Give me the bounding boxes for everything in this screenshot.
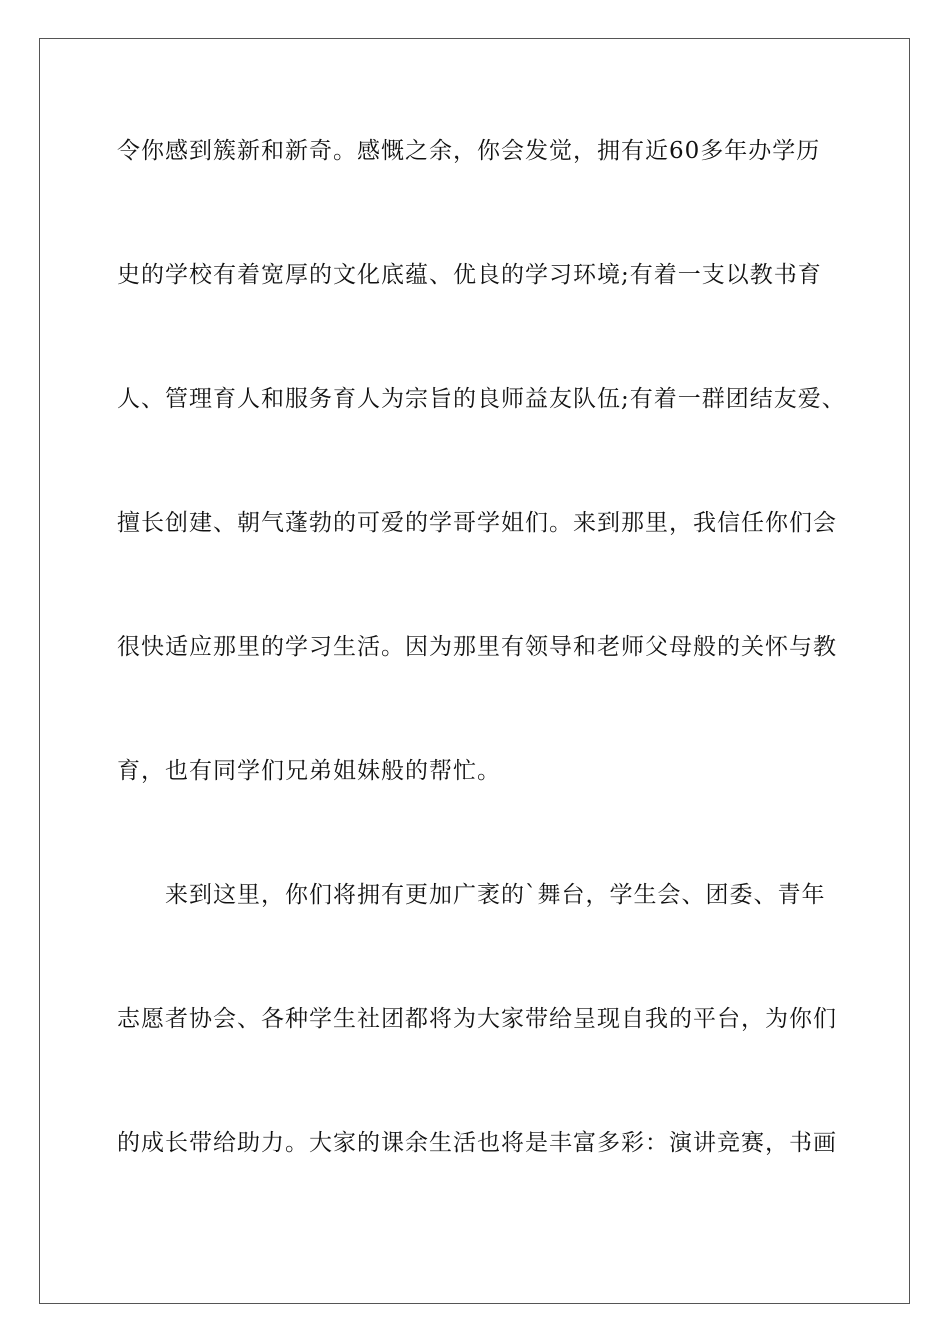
- page-border: [39, 38, 910, 1304]
- paragraph-line: 志愿者协会、各种学生社团都将为大家带给呈现自我的平台，为你们: [117, 1006, 837, 1032]
- paragraph-line: 令你感到簇新和新奇。感慨之余，你会发觉，拥有近60多年办学历: [117, 138, 821, 164]
- paragraph-line: 史的学校有着宽厚的文化底蕴、优良的学习环境;有着一支以教书育: [117, 262, 822, 288]
- paragraph-first-line: 来到这里，你们将拥有更加广袤的`舞台，学生会、团委、青年: [165, 882, 826, 908]
- paragraph-line: 育，也有同学们兄弟姐妹般的帮忙。: [117, 758, 501, 784]
- paragraph-line: 很快适应那里的学习生活。因为那里有领导和老师父母般的关怀与教: [117, 634, 837, 660]
- paragraph-line: 的成长带给助力。大家的课余生活也将是丰富多彩：演讲竞赛，书画: [117, 1130, 837, 1156]
- paragraph-line: 擅长创建、朝气蓬勃的可爱的学哥学姐们。来到那里，我信任你们会: [117, 510, 837, 536]
- paragraph-line: 人、管理育人和服务育人为宗旨的良师益友队伍;有着一群团结友爱、: [117, 386, 846, 412]
